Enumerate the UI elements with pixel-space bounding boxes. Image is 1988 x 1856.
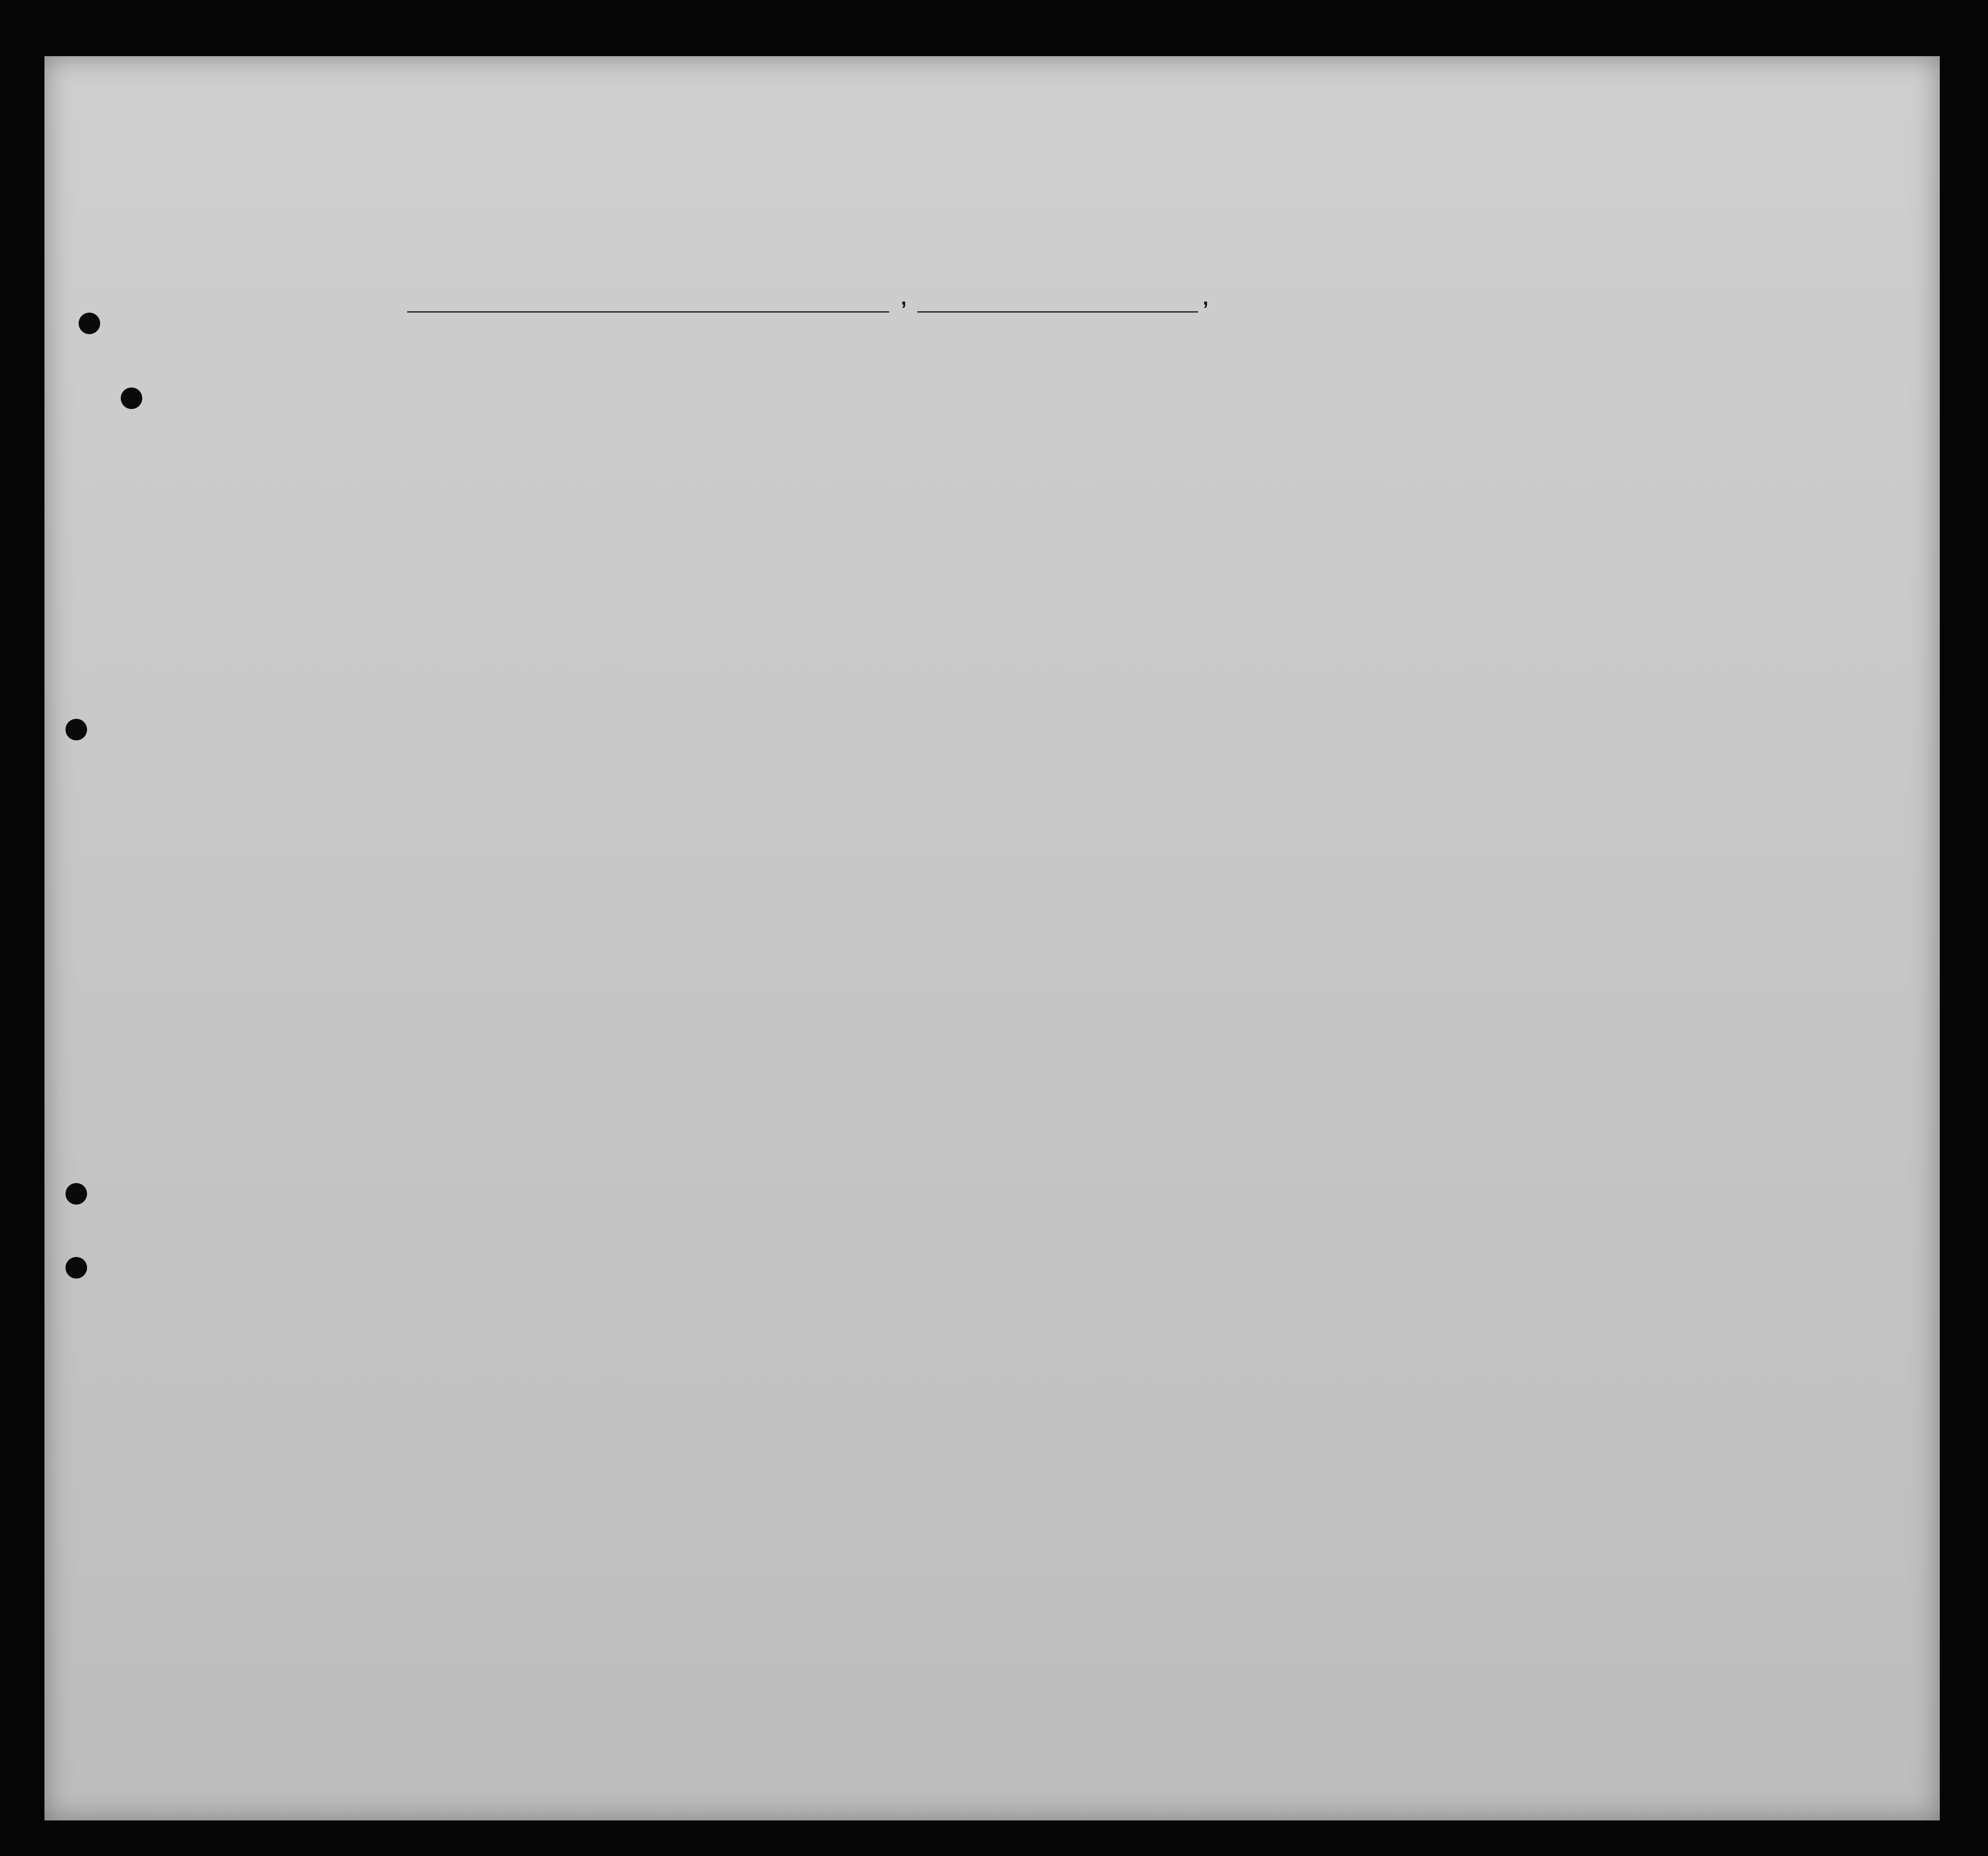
comma: ,: [901, 286, 907, 309]
comma: ,: [1203, 286, 1209, 309]
